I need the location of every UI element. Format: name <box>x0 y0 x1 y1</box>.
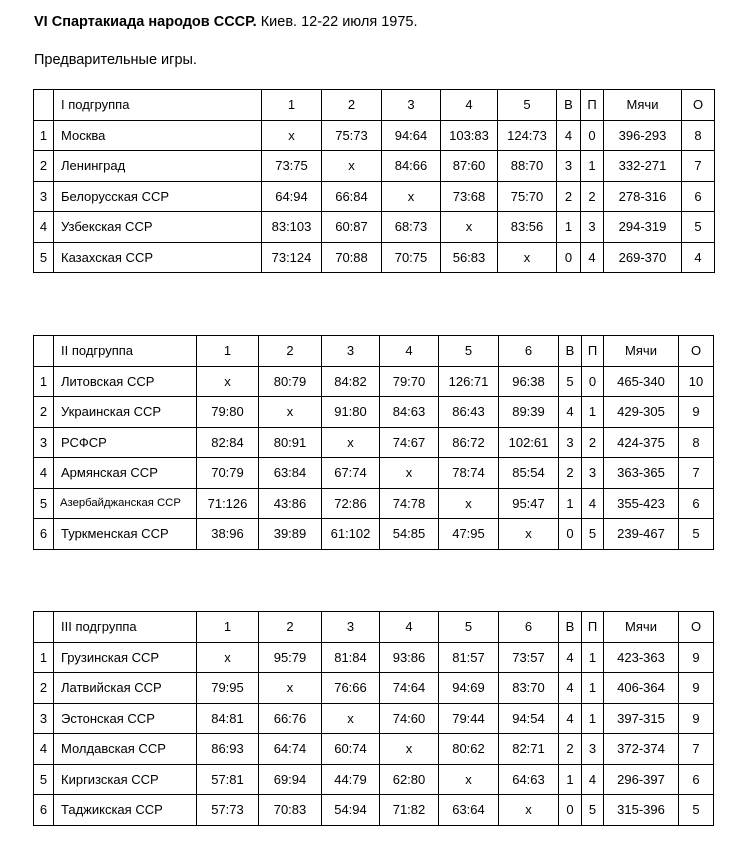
result-cell: x <box>439 764 499 795</box>
wins-cell: 0 <box>557 242 581 273</box>
result-cell: 64:63 <box>499 764 559 795</box>
wins-cell: 0 <box>559 795 582 826</box>
position-header <box>34 90 54 121</box>
table-row <box>34 242 715 273</box>
result-cell: 83:103 <box>262 212 322 243</box>
result-cell: 79:44 <box>439 703 499 734</box>
losses-header: П <box>582 336 604 367</box>
table-row <box>34 519 714 550</box>
result-cell: 79:95 <box>197 673 259 704</box>
opponent-header: 4 <box>380 612 439 643</box>
opponent-header: 2 <box>259 612 322 643</box>
table-row <box>34 151 715 182</box>
losses-cell: 1 <box>581 151 604 182</box>
table-row <box>34 120 715 151</box>
result-cell: 63:84 <box>259 458 322 489</box>
points-cell: 7 <box>679 734 714 765</box>
balls-cell: 332-271 <box>604 151 682 182</box>
losses-cell: 4 <box>582 488 604 519</box>
result-cell: 70:75 <box>382 242 441 273</box>
wins-cell: 0 <box>559 519 582 550</box>
points-header: О <box>679 612 714 643</box>
group-title: I подгруппа <box>54 90 262 121</box>
position-cell: 5 <box>34 488 54 519</box>
result-cell: 84:66 <box>382 151 441 182</box>
result-cell: 102:61 <box>499 427 559 458</box>
wins-header: В <box>557 90 581 121</box>
losses-header: П <box>582 612 604 643</box>
table-row <box>34 764 714 795</box>
result-cell: 81:84 <box>322 642 380 673</box>
result-cell: 84:82 <box>322 366 380 397</box>
result-cell: 96:38 <box>499 366 559 397</box>
result-cell: 95:79 <box>259 642 322 673</box>
group-title: II подгруппа <box>54 336 197 367</box>
result-cell: x <box>499 519 559 550</box>
result-cell: 73:57 <box>499 642 559 673</box>
team-name: РСФСР <box>54 427 197 458</box>
wins-cell: 4 <box>559 397 582 428</box>
result-cell: x <box>322 703 380 734</box>
document-subtitle: Предварительные игры. <box>34 52 197 68</box>
points-header: О <box>682 90 715 121</box>
balls-cell: 423-363 <box>604 642 679 673</box>
balls-cell: 239-467 <box>604 519 679 550</box>
losses-cell: 5 <box>582 519 604 550</box>
result-cell: 44:79 <box>322 764 380 795</box>
opponent-header: 1 <box>197 336 259 367</box>
result-cell: 74:67 <box>380 427 439 458</box>
position-cell: 1 <box>34 366 54 397</box>
position-cell: 2 <box>34 673 54 704</box>
result-cell: 57:73 <box>197 795 259 826</box>
balls-cell: 429-305 <box>604 397 679 428</box>
result-cell: 70:88 <box>322 242 382 273</box>
result-cell: 86:72 <box>439 427 499 458</box>
position-cell: 4 <box>34 734 54 765</box>
group-2-table <box>33 335 714 550</box>
result-cell: 126:71 <box>439 366 499 397</box>
document-title <box>34 14 417 30</box>
balls-header: Мячи <box>604 90 682 121</box>
opponent-header: 4 <box>441 90 498 121</box>
result-cell: 74:64 <box>380 673 439 704</box>
header-row <box>34 336 714 367</box>
result-cell: 87:60 <box>441 151 498 182</box>
group-3-table <box>33 611 714 826</box>
result-cell: 71:82 <box>380 795 439 826</box>
losses-header: П <box>581 90 604 121</box>
result-cell: 94:54 <box>499 703 559 734</box>
opponent-header: 2 <box>322 90 382 121</box>
opponent-header: 3 <box>322 336 380 367</box>
wins-cell: 5 <box>559 366 582 397</box>
losses-cell: 4 <box>582 764 604 795</box>
result-cell: x <box>382 181 441 212</box>
points-cell: 7 <box>679 458 714 489</box>
result-cell: x <box>197 366 259 397</box>
result-cell: 47:95 <box>439 519 499 550</box>
team-name: Молдавская ССР <box>54 734 197 765</box>
team-name: Грузинская ССР <box>54 642 197 673</box>
balls-cell: 296-397 <box>604 764 679 795</box>
result-cell: 54:94 <box>322 795 380 826</box>
result-cell: 79:70 <box>380 366 439 397</box>
result-cell: 79:80 <box>197 397 259 428</box>
table-row <box>34 734 714 765</box>
result-cell: x <box>380 734 439 765</box>
result-cell: 83:56 <box>498 212 557 243</box>
result-cell: 80:62 <box>439 734 499 765</box>
result-cell: 83:70 <box>499 673 559 704</box>
wins-cell: 3 <box>559 427 582 458</box>
result-cell: 70:79 <box>197 458 259 489</box>
result-cell: 84:81 <box>197 703 259 734</box>
team-name: Таджикская ССР <box>54 795 197 826</box>
points-cell: 8 <box>682 120 715 151</box>
result-cell: 68:73 <box>382 212 441 243</box>
result-cell: 56:83 <box>441 242 498 273</box>
losses-cell: 2 <box>582 427 604 458</box>
result-cell: 39:89 <box>259 519 322 550</box>
result-cell: 71:126 <box>197 488 259 519</box>
result-cell: 94:64 <box>382 120 441 151</box>
opponent-header: 2 <box>259 336 322 367</box>
result-cell: 54:85 <box>380 519 439 550</box>
result-cell: 88:70 <box>498 151 557 182</box>
losses-cell: 3 <box>582 458 604 489</box>
points-cell: 5 <box>679 795 714 826</box>
group-1-table <box>33 89 715 273</box>
title-rest: Киев. 12-22 июля 1975. <box>256 14 418 30</box>
result-cell: x <box>439 488 499 519</box>
result-cell: x <box>262 120 322 151</box>
points-cell: 4 <box>682 242 715 273</box>
position-header <box>34 336 54 367</box>
result-cell: 43:86 <box>259 488 322 519</box>
result-cell: x <box>259 397 322 428</box>
result-cell: 82:71 <box>499 734 559 765</box>
balls-cell: 465-340 <box>604 366 679 397</box>
balls-cell: 396-293 <box>604 120 682 151</box>
points-cell: 6 <box>682 181 715 212</box>
result-cell: 76:66 <box>322 673 380 704</box>
result-cell: 73:75 <box>262 151 322 182</box>
result-cell: x <box>498 242 557 273</box>
result-cell: 81:57 <box>439 642 499 673</box>
wins-cell: 4 <box>559 642 582 673</box>
position-cell: 5 <box>34 242 54 273</box>
team-name: Азербайджанская ССР <box>54 488 197 519</box>
team-name: Москва <box>54 120 262 151</box>
result-cell: 67:74 <box>322 458 380 489</box>
points-cell: 5 <box>682 212 715 243</box>
result-cell: 95:47 <box>499 488 559 519</box>
result-cell: x <box>380 458 439 489</box>
wins-cell: 4 <box>557 120 581 151</box>
result-cell: 80:91 <box>259 427 322 458</box>
team-name: Литовская ССР <box>54 366 197 397</box>
result-cell: 124:73 <box>498 120 557 151</box>
balls-cell: 278-316 <box>604 181 682 212</box>
result-cell: 103:83 <box>441 120 498 151</box>
losses-cell: 2 <box>581 181 604 212</box>
table-row <box>34 642 714 673</box>
result-cell: 75:70 <box>498 181 557 212</box>
position-cell: 5 <box>34 764 54 795</box>
wins-cell: 4 <box>559 703 582 734</box>
points-cell: 7 <box>682 151 715 182</box>
opponent-header: 5 <box>439 336 499 367</box>
result-cell: 66:76 <box>259 703 322 734</box>
result-cell: 60:74 <box>322 734 380 765</box>
team-name: Туркменская ССР <box>54 519 197 550</box>
losses-cell: 3 <box>582 734 604 765</box>
balls-header: Мячи <box>604 612 679 643</box>
result-cell: 60:87 <box>322 212 382 243</box>
result-cell: 61:102 <box>322 519 380 550</box>
header-row <box>34 612 714 643</box>
team-name: Узбекская ССР <box>54 212 262 243</box>
table-row <box>34 397 714 428</box>
points-cell: 10 <box>679 366 714 397</box>
wins-cell: 1 <box>559 488 582 519</box>
position-cell: 4 <box>34 458 54 489</box>
losses-cell: 1 <box>582 397 604 428</box>
team-name: Ленинград <box>54 151 262 182</box>
position-header <box>34 612 54 643</box>
losses-cell: 5 <box>582 795 604 826</box>
table-row <box>34 212 715 243</box>
points-cell: 9 <box>679 642 714 673</box>
result-cell: 69:94 <box>259 764 322 795</box>
team-name: Эстонская ССР <box>54 703 197 734</box>
team-name: Украинская ССР <box>54 397 197 428</box>
balls-cell: 355-423 <box>604 488 679 519</box>
losses-cell: 0 <box>582 366 604 397</box>
wins-header: В <box>559 612 582 643</box>
result-cell: 72:86 <box>322 488 380 519</box>
position-cell: 6 <box>34 519 54 550</box>
opponent-header: 4 <box>380 336 439 367</box>
result-cell: 64:74 <box>259 734 322 765</box>
balls-cell: 397-315 <box>604 703 679 734</box>
table-row <box>34 458 714 489</box>
points-cell: 5 <box>679 519 714 550</box>
points-cell: 9 <box>679 703 714 734</box>
result-cell: 74:60 <box>380 703 439 734</box>
table-row <box>34 795 714 826</box>
balls-cell: 424-375 <box>604 427 679 458</box>
balls-cell: 315-396 <box>604 795 679 826</box>
result-cell: 73:68 <box>441 181 498 212</box>
opponent-header: 5 <box>439 612 499 643</box>
team-name: Латвийская ССР <box>54 673 197 704</box>
wins-cell: 4 <box>559 673 582 704</box>
wins-cell: 2 <box>559 734 582 765</box>
table-row <box>34 181 715 212</box>
result-cell: 80:79 <box>259 366 322 397</box>
wins-header: В <box>559 336 582 367</box>
result-cell: 73:124 <box>262 242 322 273</box>
points-cell: 6 <box>679 488 714 519</box>
position-cell: 1 <box>34 642 54 673</box>
result-cell: 78:74 <box>439 458 499 489</box>
table-row <box>34 427 714 458</box>
result-cell: x <box>197 642 259 673</box>
position-cell: 2 <box>34 397 54 428</box>
opponent-header: 3 <box>322 612 380 643</box>
position-cell: 3 <box>34 427 54 458</box>
result-cell: 57:81 <box>197 764 259 795</box>
wins-cell: 1 <box>557 212 581 243</box>
result-cell: 85:54 <box>499 458 559 489</box>
result-cell: x <box>322 427 380 458</box>
position-cell: 2 <box>34 151 54 182</box>
title-bold: VI Спартакиада народов СССР. <box>34 14 257 30</box>
result-cell: 84:63 <box>380 397 439 428</box>
opponent-header: 3 <box>382 90 441 121</box>
losses-cell: 1 <box>582 703 604 734</box>
position-cell: 3 <box>34 181 54 212</box>
result-cell: 64:94 <box>262 181 322 212</box>
opponent-header: 6 <box>499 612 559 643</box>
result-cell: 93:86 <box>380 642 439 673</box>
losses-cell: 0 <box>581 120 604 151</box>
team-name: Киргизская ССР <box>54 764 197 795</box>
losses-cell: 1 <box>582 642 604 673</box>
position-cell: 1 <box>34 120 54 151</box>
position-cell: 6 <box>34 795 54 826</box>
balls-cell: 372-374 <box>604 734 679 765</box>
result-cell: 70:83 <box>259 795 322 826</box>
opponent-header: 1 <box>262 90 322 121</box>
result-cell: x <box>322 151 382 182</box>
position-cell: 4 <box>34 212 54 243</box>
result-cell: x <box>499 795 559 826</box>
table-row <box>34 488 714 519</box>
header-row <box>34 90 715 121</box>
opponent-header: 5 <box>498 90 557 121</box>
result-cell: 86:43 <box>439 397 499 428</box>
balls-cell: 363-365 <box>604 458 679 489</box>
result-cell: 89:39 <box>499 397 559 428</box>
losses-cell: 4 <box>581 242 604 273</box>
points-header: О <box>679 336 714 367</box>
result-cell: 74:78 <box>380 488 439 519</box>
points-cell: 9 <box>679 397 714 428</box>
balls-cell: 406-364 <box>604 673 679 704</box>
wins-cell: 3 <box>557 151 581 182</box>
points-cell: 9 <box>679 673 714 704</box>
position-cell: 3 <box>34 703 54 734</box>
team-name: Армянская ССР <box>54 458 197 489</box>
table-row <box>34 703 714 734</box>
points-cell: 6 <box>679 764 714 795</box>
table-row <box>34 673 714 704</box>
losses-cell: 1 <box>582 673 604 704</box>
losses-cell: 3 <box>581 212 604 243</box>
wins-cell: 2 <box>559 458 582 489</box>
balls-header: Мячи <box>604 336 679 367</box>
team-name: Белорусская ССР <box>54 181 262 212</box>
opponent-header: 6 <box>499 336 559 367</box>
points-cell: 8 <box>679 427 714 458</box>
result-cell: 38:96 <box>197 519 259 550</box>
team-name: Казахская ССР <box>54 242 262 273</box>
result-cell: 75:73 <box>322 120 382 151</box>
table-row <box>34 366 714 397</box>
result-cell: 62:80 <box>380 764 439 795</box>
group-title: III подгруппа <box>54 612 197 643</box>
wins-cell: 2 <box>557 181 581 212</box>
balls-cell: 269-370 <box>604 242 682 273</box>
result-cell: 82:84 <box>197 427 259 458</box>
wins-cell: 1 <box>559 764 582 795</box>
opponent-header: 1 <box>197 612 259 643</box>
result-cell: 86:93 <box>197 734 259 765</box>
result-cell: x <box>441 212 498 243</box>
result-cell: 63:64 <box>439 795 499 826</box>
result-cell: 91:80 <box>322 397 380 428</box>
balls-cell: 294-319 <box>604 212 682 243</box>
result-cell: x <box>259 673 322 704</box>
result-cell: 94:69 <box>439 673 499 704</box>
result-cell: 66:84 <box>322 181 382 212</box>
